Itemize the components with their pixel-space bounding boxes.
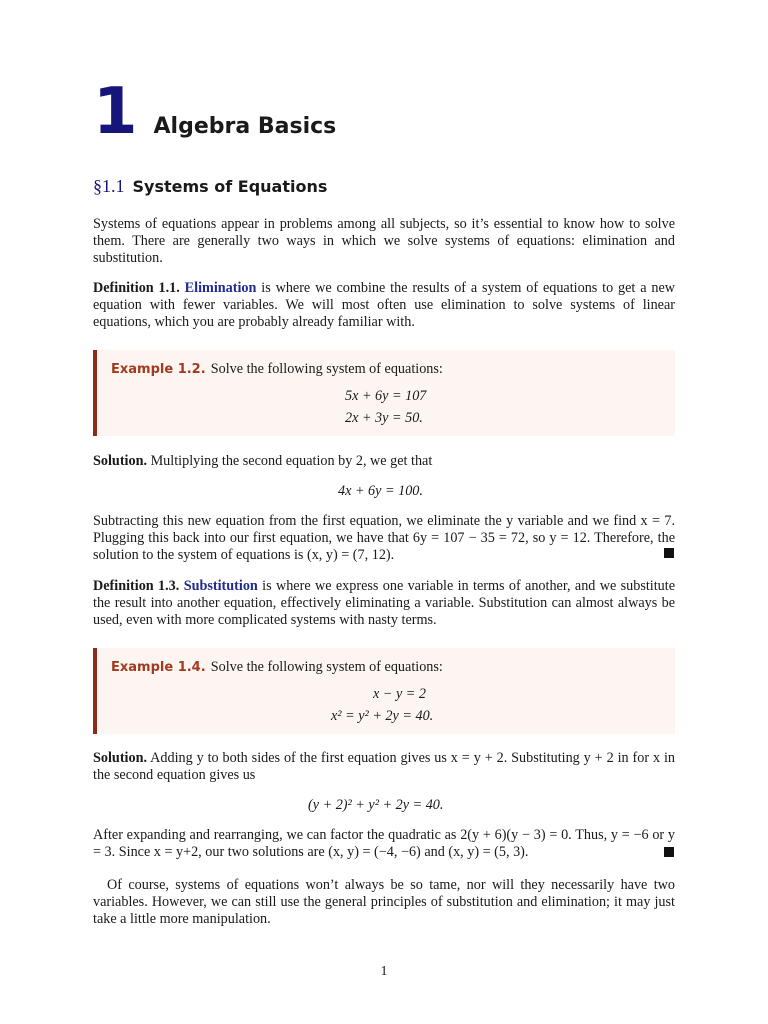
chapter-title: Algebra Basics (153, 114, 337, 139)
solution-2-intro (93, 750, 675, 784)
page-number: 1 (380, 964, 388, 979)
example-equation-1: 5x + 6y = 107 (345, 388, 427, 404)
example-label: Example 1.2. (111, 362, 206, 377)
definition-label: Definition 1.3. (93, 578, 180, 594)
solution-1-intro (93, 453, 675, 470)
qed-square-icon (664, 548, 674, 558)
solution-2-equation: (y + 2)² + y² + 2y = 40. (308, 797, 444, 813)
definition-elimination (93, 280, 675, 331)
definition-term: Substitution (183, 578, 258, 594)
example-text: Solve the following system of equations: (210, 659, 443, 675)
definition-term: Elimination (184, 280, 257, 296)
chapter-number: 1 (93, 75, 138, 149)
example-equation-1: x − y = 2 (373, 686, 427, 702)
example-box-2 (93, 648, 675, 734)
solution-text: Adding y to both sides of the first equation gives us x = y + 2. Substituting y + 2 in for x in the second equation gives us (93, 750, 675, 783)
example-text: Solve the following system of equations: (210, 361, 443, 377)
definition-label: Definition 1.1. (93, 280, 180, 296)
solution-2-body (93, 827, 675, 861)
solution-text: Multiplying the second equation by 2, we get that (150, 453, 433, 469)
solution-1-equation: 4x + 6y = 100. (338, 483, 423, 499)
solution-label: Solution. (93, 453, 148, 469)
solution-label: Solution. (93, 750, 148, 766)
example-box-1 (93, 350, 675, 436)
section-number: §1.1 (93, 176, 125, 196)
qed-square-icon (664, 847, 674, 857)
solution-body-text: Subtracting this new equation from the first equation, we eliminate the y variable and we find x = 7. Plugging this back into our first equation, we have that 6y = 107 − 35 = 72, so y = 12. Therefore, the solution to the system of equations is (x, y) = (7, 12). (93, 513, 675, 563)
example-equation-2: x² = y² + 2y = 40. (331, 708, 434, 724)
definition-text: is where we express one variable in terms of another, and we substitute the result into another equation, effectively eliminating a variable. Substitution can almost always be used, even with more complicated systems with nasty terms. (93, 578, 676, 628)
chapter-heading (93, 75, 337, 150)
example-label: Example 1.4. (111, 660, 206, 675)
intro-paragraph: Systems of equations appear in problems among all subjects, so it’s essential to know how to solve them. There are generally two ways in which we solve systems of equations: elimination and substitution. (93, 216, 675, 266)
section-title: Systems of Equations (132, 177, 328, 196)
solution-1-body (93, 513, 675, 564)
solution-body-text: After expanding and rearranging, we can factor the quadratic as 2(y + 6)(y − 3) = 0. Thus, y = −6 or y = 3. Since x = y+2, our two solutions are (x, y) = (−4, −6) and (x, y) = (5, 3). (93, 827, 675, 860)
definition-substitution (93, 578, 675, 629)
section-heading (93, 176, 327, 197)
closing-paragraph: Of course, systems of equations won’t always be so tame, nor will they necessarily have two variables. However, we can still use the general principles of substitution and elimination; it may just take a little more manipulation. (93, 877, 675, 927)
example-equation-2: 2x + 3y = 50. (345, 410, 423, 426)
definition-text: is where we combine the results of a system of equations to get a new equation with fewer variables. We will most often use elimination to solve systems of linear equations, which you are probably already familiar with. (93, 280, 675, 330)
